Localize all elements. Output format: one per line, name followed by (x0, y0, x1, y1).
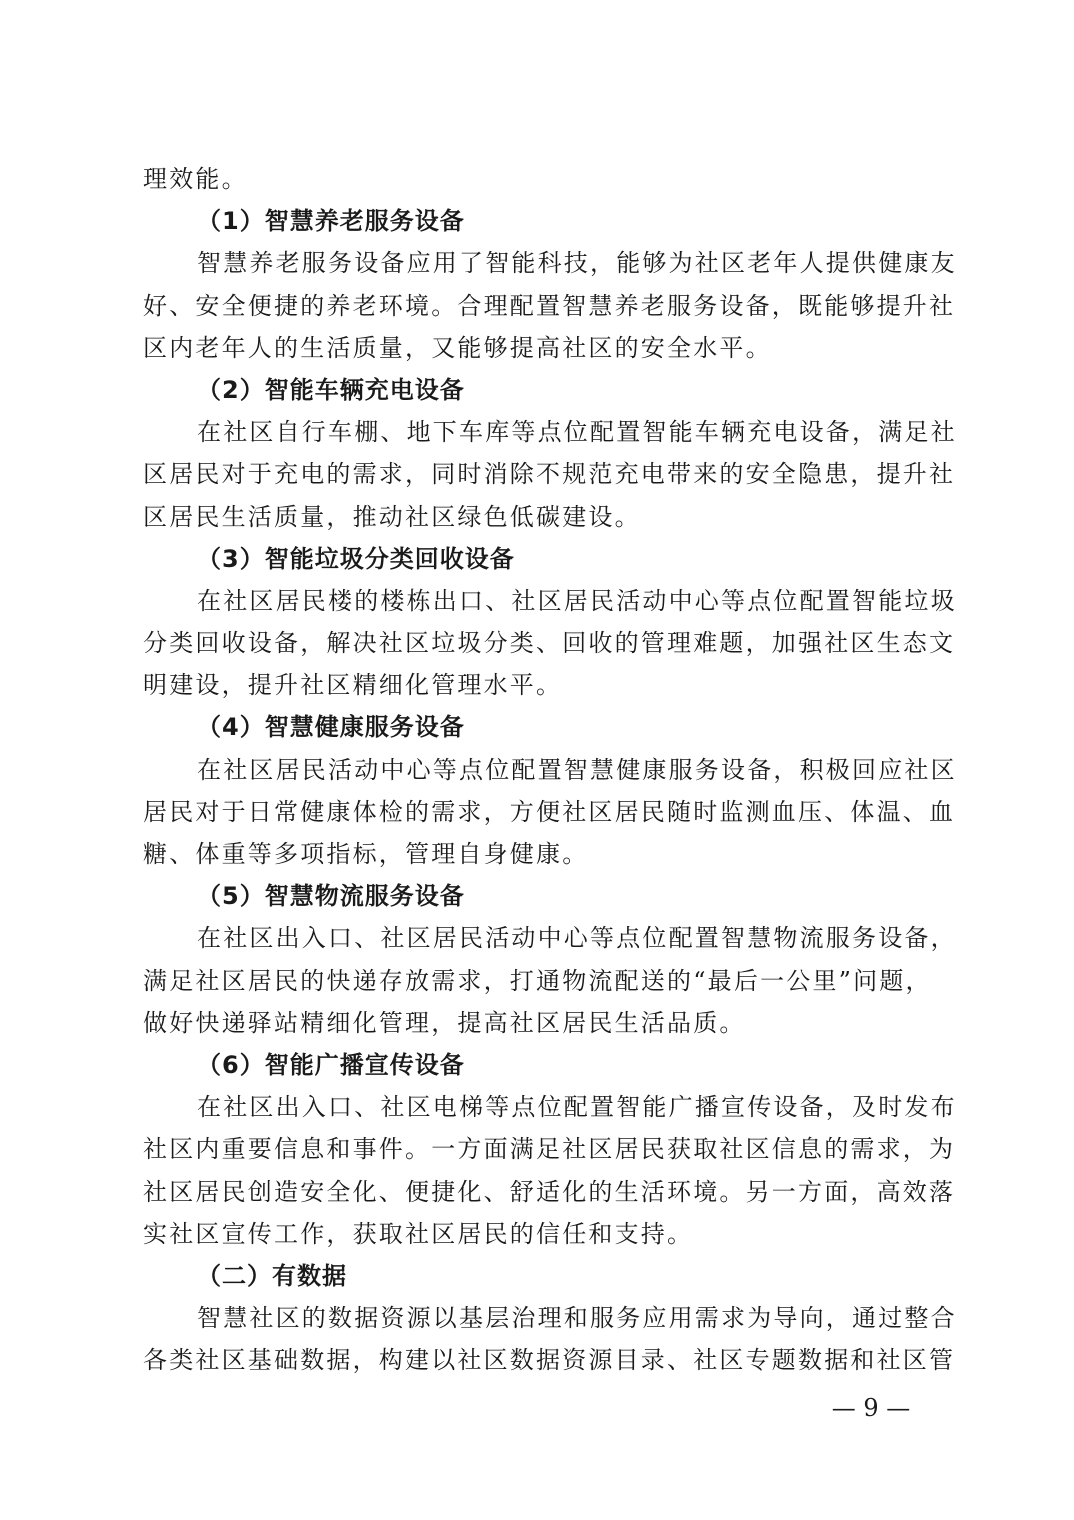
paragraph-line: 糖、体重等多项指标，管理自身健康。 (143, 840, 589, 868)
page-number: — 9 — (831, 1394, 911, 1422)
paragraph-line: 智慧社区的数据资源以基层治理和服务应用需求为导向，通过整合 (197, 1304, 957, 1333)
section-heading: （6）智能广播宣传设备 (197, 1050, 465, 1079)
paragraph-line: 做好快递驿站精细化管理，提高社区居民生活品质。 (143, 1008, 746, 1037)
paragraph-line: 区居民对于充电的需求，同时消除不规范充电带来的安全隐患，提升社 (143, 460, 956, 489)
paragraph-continuation: 理效能。 (143, 165, 248, 193)
paragraph-line: 各类社区基础数据，构建以社区数据资源目录、社区专题数据和社区管 (143, 1346, 956, 1375)
section-heading: （二）有数据 (197, 1261, 347, 1290)
paragraph-line: 在社区居民楼的楼栋出口、社区居民活动中心等点位配置智能垃圾 (197, 586, 957, 615)
paragraph-line: 在社区居民活动中心等点位配置智慧健康服务设备，积极回应社区 (197, 755, 957, 784)
paragraph-line: 在社区出入口、社区电梯等点位配置智能广播宣传设备，及时发布 (197, 1093, 957, 1122)
paragraph-line: 好、安全便捷的养老环境。合理配置智慧养老服务设备，既能够提升社 (143, 291, 956, 320)
section-heading: （5）智慧物流服务设备 (197, 882, 465, 911)
paragraph-line: 满足社区居民的快递存放需求，打通物流配送的“最后一公里”问题， (143, 966, 932, 995)
section-heading: （3）智能垃圾分类回收设备 (197, 544, 515, 573)
paragraph-line: 分类回收设备，解决社区垃圾分类、回收的管理难题，加强社区生态文 (143, 629, 956, 658)
paragraph-line: 在社区自行车棚、地下车库等点位配置智能车辆充电设备，满足社 (197, 418, 957, 447)
paragraph-line: 社区居民创造安全化、便捷化、舒适化的生活环境。另一方面，高效落 (143, 1177, 956, 1206)
paragraph-line: 区内老年人的生活质量，又能够提高社区的安全水平。 (143, 333, 772, 362)
paragraph-line: 区居民生活质量，推动社区绿色低碳建设。 (143, 502, 641, 531)
paragraph-line: 社区内重要信息和事件。一方面满足社区居民获取社区信息的需求，为 (143, 1135, 956, 1164)
section-heading: （4）智慧健康服务设备 (197, 713, 465, 742)
body-text (143, 158, 957, 1381)
section-heading: （1）智慧养老服务设备 (197, 207, 465, 236)
paragraph-line: 在社区出入口、社区居民活动中心等点位配置智慧物流服务设备， (197, 924, 957, 953)
paragraph-line: 明建设，提升社区精细化管理水平。 (143, 671, 563, 700)
paragraph-line: 居民对于日常健康体检的需求，方便社区居民随时监测血压、体温、血 (143, 797, 956, 826)
section-heading: （2）智能车辆充电设备 (197, 375, 465, 404)
paragraph-line: 智慧养老服务设备应用了智能科技，能够为社区老年人提供健康友 (197, 249, 957, 278)
paragraph-line: 实社区宣传工作，获取社区居民的信任和支持。 (143, 1219, 694, 1248)
